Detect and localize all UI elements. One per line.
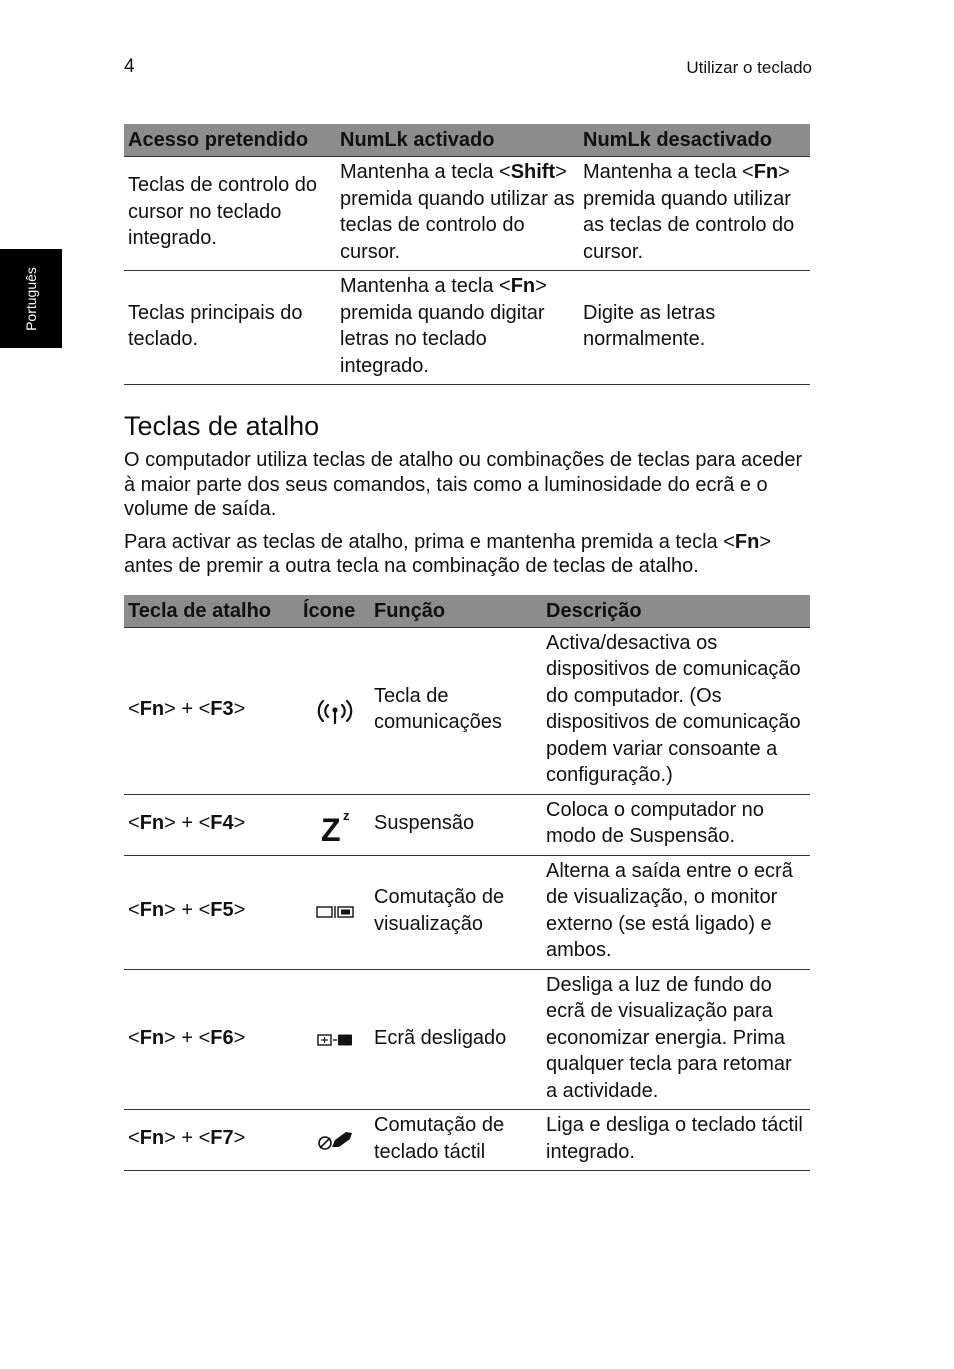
numlock-table (124, 124, 810, 385)
description-cell: Coloca o computador no modo de Suspensão. (542, 794, 810, 855)
access-cell: Teclas de controlo do cursor no teclado integrado. (124, 157, 336, 271)
table-row (124, 1110, 810, 1171)
function-cell: Suspensão (370, 794, 542, 855)
page-content (124, 124, 810, 1171)
table-row (124, 157, 810, 271)
table-row (124, 794, 810, 855)
key-name: Shift (510, 161, 556, 183)
numlock-on-cell (336, 271, 579, 385)
function-cell: Comutação de visualização (370, 855, 542, 969)
key-name: Fn (139, 1127, 165, 1150)
sleep-glyph: z (342, 807, 349, 823)
numlock-on-cell (336, 157, 579, 271)
description-cell: Liga e desliga o teclado táctil integrado. (542, 1110, 810, 1171)
instruction-paragraph (124, 530, 810, 579)
description-cell: Alterna a saída entre o ecrã de visualização, o monitor externo (se está ligado) e ambos. (542, 855, 810, 969)
description-cell: Desliga a luz de fundo do ecrã de visualização para economizar energia. Prima qualquer tecla para retomar a actividade. (542, 969, 810, 1110)
access-cell: Teclas principais do teclado. (124, 271, 336, 385)
hotkey-table-header (124, 595, 810, 628)
icon-cell (299, 794, 370, 855)
key-name: F3 (210, 697, 234, 720)
running-header: Utilizar o teclado (686, 58, 812, 77)
column-header: Descrição (542, 595, 810, 628)
touchpad-toggle-icon (315, 1128, 355, 1152)
page-number: 4 (124, 56, 135, 77)
key-name: Fn (139, 1026, 165, 1049)
hotkey-cell: <Fn> + <F3> (124, 627, 299, 794)
hotkey-table (124, 595, 810, 1172)
sleep-glyph: Z (320, 811, 341, 844)
hotkey-cell: <Fn> + <F6> (124, 969, 299, 1110)
key-name: F5 (210, 899, 234, 922)
table-row (124, 627, 810, 794)
table-row (124, 271, 810, 385)
cell-text: Mantenha a tecla < (583, 161, 754, 183)
display-toggle-icon (315, 904, 355, 920)
intro-paragraph: O computador utiliza teclas de atalho ou combinações de teclas para aceder à maior parte dos seus comandos, tais como a luminosidade do ecrã e o volume de saída. (124, 449, 803, 520)
section-title: Teclas de atalho (124, 411, 320, 441)
key-name: Fn (753, 161, 779, 183)
numlock-off-cell (579, 157, 810, 271)
table-row (124, 855, 810, 969)
key-name: Fn (734, 530, 760, 553)
language-tab-label: Português (23, 267, 39, 331)
cell-text: > premida quando digitar letras no teclado integrado. (340, 275, 547, 377)
key-name: F6 (210, 1026, 234, 1049)
numlock-table-header (124, 124, 810, 157)
hotkey-cell: <Fn> + <F4> (124, 794, 299, 855)
numlock-off-cell: Digite as letras normalmente. (579, 271, 810, 385)
icon-cell (299, 627, 370, 794)
key-name: Fn (139, 899, 165, 922)
paragraph-text: > antes de premir a outra tecla na combinação de teclas de atalho. (124, 530, 772, 577)
icon-cell (299, 855, 370, 969)
screen-off-icon (315, 1032, 355, 1048)
description-cell: Activa/desactiva os dispositivos de comunicação do computador. (Os dispositivos de comunicação podem variar consoante a configuração.) (542, 627, 810, 794)
language-tab (0, 249, 62, 348)
column-header: NumLk desactivado (579, 124, 810, 157)
function-cell: Comutação de teclado táctil (370, 1110, 542, 1171)
key-name: F4 (210, 811, 234, 834)
cell-text: Mantenha a tecla < (340, 161, 511, 183)
key-name: F7 (210, 1127, 234, 1150)
sleep-icon (315, 806, 355, 844)
column-header: Acesso pretendido (124, 124, 336, 157)
key-name: Fn (139, 811, 165, 834)
hotkey-cell: <Fn> + <F7> (124, 1110, 299, 1171)
column-header: Função (370, 595, 542, 628)
cell-text: Mantenha a tecla < (340, 275, 511, 297)
cell-text: > premida quando utilizar as teclas de controlo do cursor. (340, 161, 575, 263)
cell-text: > premida quando utilizar as teclas de controlo do cursor. (583, 161, 795, 263)
key-name: Fn (139, 697, 165, 720)
table-row (124, 969, 810, 1110)
key-name: Fn (510, 275, 536, 297)
icon-cell (299, 969, 370, 1110)
column-header: NumLk activado (336, 124, 579, 157)
column-header: Ícone (299, 595, 370, 628)
hotkey-cell: <Fn> + <F5> (124, 855, 299, 969)
icon-cell (299, 1110, 370, 1171)
function-cell: Tecla de comunicações (370, 627, 542, 794)
function-cell: Ecrã desligado (370, 969, 542, 1110)
column-header: Tecla de atalho (124, 595, 299, 628)
wireless-icon (315, 696, 355, 726)
paragraph-text: Para activar as teclas de atalho, prima e mantenha premida a tecla < (124, 530, 735, 553)
